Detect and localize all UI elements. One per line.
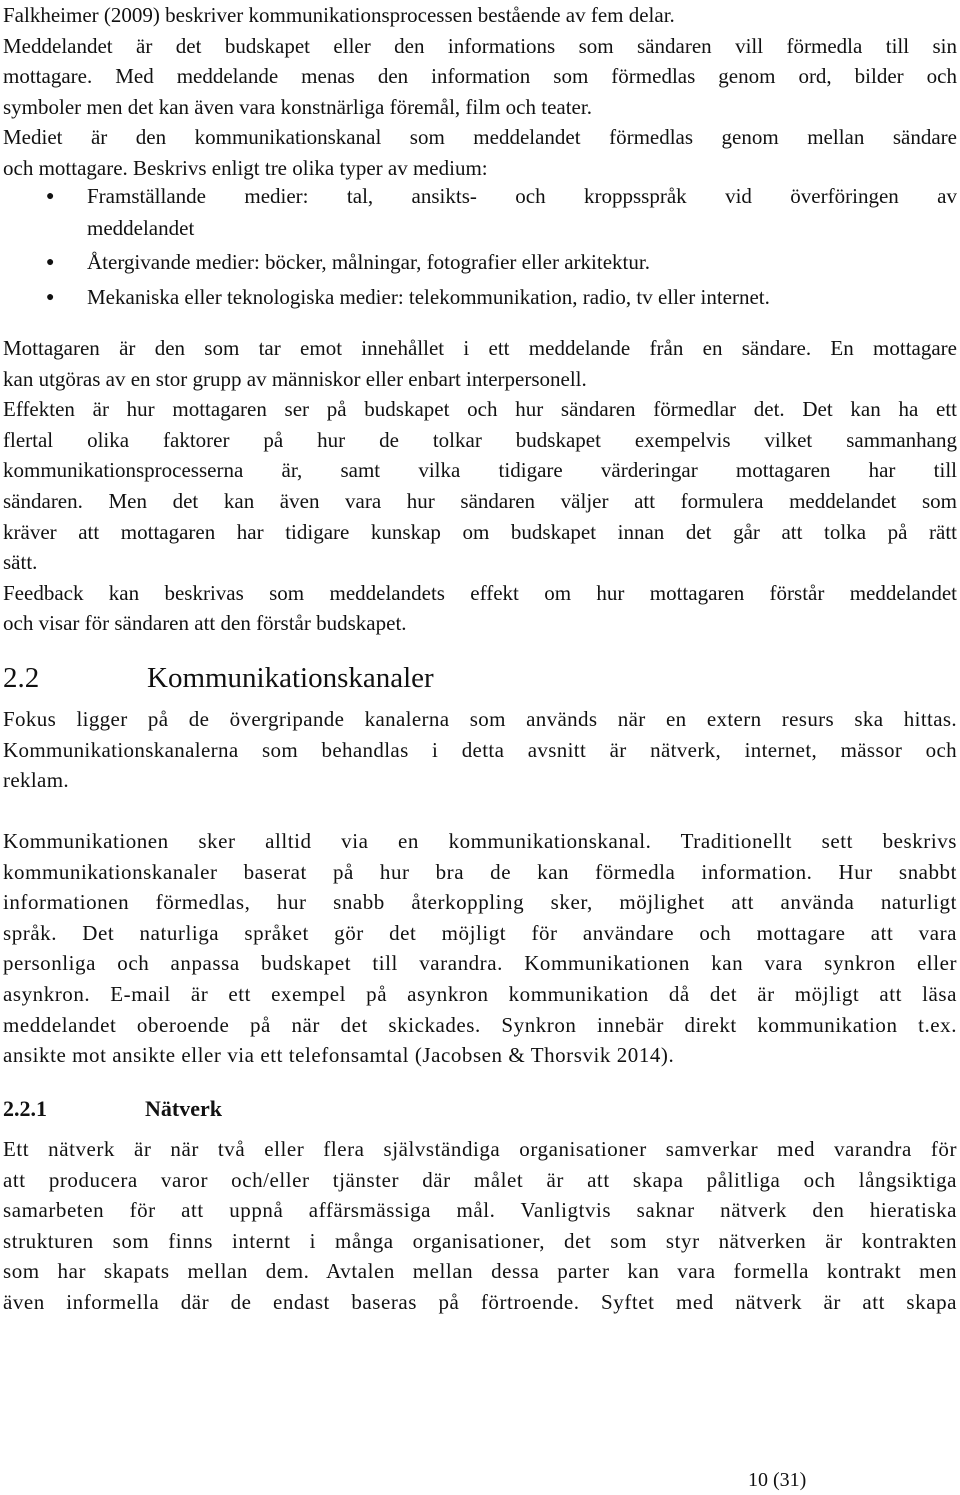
subsection-number: 2.2.1 [3, 1096, 47, 1121]
text-line: Kommunikationskanalerna som behandlas i detta avsnitt är nätverk, internet, mässor och [3, 737, 957, 762]
section-number: 2.2 [3, 662, 40, 694]
text-line: kommunikationsprocesserna är, samt vilka tidigare värderingar mottagaren har till [3, 458, 957, 483]
text-line: samarbeten för att uppnå affärsmässiga mål. Vanligtvis saknar nätverk den hieratiska [3, 1198, 957, 1223]
text-line: meddelandet [87, 215, 195, 240]
text-line: även informella där de endast baseras på förtroende. Syftet med nätverk är att skapa [3, 1289, 957, 1314]
text-line: Mottagaren är den som tar emot innehållet i ett meddelande från en sändare. En mottagare [3, 336, 957, 360]
text-line: symboler men det kan även vara konstnärliga föremål, film och teater. [3, 94, 592, 119]
list-item [0, 282, 957, 314]
text-line: Fokus ligger på de övergripande kanalerna som används när en extern resurs ska hittas. [3, 707, 957, 731]
text-line: sändaren. Men det kan även vara hur sändaren väljer att formulera meddelandet som [3, 488, 957, 513]
text-line: reklam. [3, 768, 70, 793]
subsection-title: Nätverk [145, 1096, 222, 1121]
text-line: Effekten är hur mottagaren ser på budskapet och hur sändaren förmedlar det. Det kan ha ett [3, 397, 957, 422]
section-title: Kommunikationskanaler [147, 662, 434, 694]
text-line: mottagare. Med meddelande menas den information som förmedlas genom ord, bilder och [3, 64, 957, 89]
text-line: och mottagare. Beskrivs enligt tre olika typer av medium: [3, 155, 488, 180]
bullet-icon: ● [46, 289, 55, 305]
bullet-icon: ● [46, 255, 55, 270]
list-item [0, 181, 957, 244]
medium-types-list [0, 181, 957, 316]
text-line: strukturen som finns internt i många organisationer, det som styr nätverken är kontrakten [3, 1228, 957, 1253]
text-line: Mediet är den kommunikationskanal som meddelandet förmedlas genom mellan sändare [3, 125, 957, 150]
paragraph-receiver [3, 333, 957, 639]
text-line: kan utgöras av en stor grupp av människor eller enbart interpersonell. [3, 366, 587, 391]
text-line: Kommunikationen sker alltid via en kommunikationskanal. Traditionellt sett beskrivs [3, 829, 957, 853]
subsection-heading [3, 1094, 222, 1124]
text-line: Återgivande medier: böcker, målningar, fotografier eller arkitektur. [87, 250, 650, 274]
text-line: personliga och anpassa budskapet till varandra. Kommunikationen kan vara synkron eller [3, 951, 957, 976]
text-line: meddelandet oberoende på när det skickades. Synkron innebär direkt kommunikation t.ex. [3, 1012, 957, 1037]
text-line: kräver att mottagaren har tidigare kunskap om budskapet innan det går att tolka på rätt [3, 519, 957, 544]
text-line: Feedback kan beskrivas som meddelandets effekt om hur mottagaren förstår meddelandet [3, 580, 957, 605]
text-line: och visar för sändaren att den förstår budskapet. [3, 611, 407, 636]
paragraph-channels [3, 826, 957, 1071]
bullet-icon: ● [46, 189, 55, 204]
text-line: Framställande medier: tal, ansikts- och kroppsspråk vid överföringen av [87, 184, 957, 208]
section-heading [3, 660, 434, 696]
text-line: språk. Det naturliga språket gör det möjligt för användare och mottagare att vara [3, 920, 957, 945]
paragraph-intro [3, 0, 957, 184]
text-line: Meddelandet är det budskapet eller den informations som sändaren vill förmedla till sin [3, 33, 957, 58]
paragraph-network [3, 1134, 957, 1318]
text-line: ansikte mot ansikte eller via ett telefonsamtal (Jacobsen & Thorsvik 2014). [3, 1043, 675, 1068]
text-line: att producera varor och/eller tjänster där målet är att skapa pålitliga och långsiktiga [3, 1167, 957, 1192]
text-line: asynkron. E-mail är ett exempel på asynkron kommunikation då det är möjligt att läsa [3, 981, 957, 1006]
text-line: sätt. [3, 550, 38, 575]
text-line: informationen förmedlas, hur snabb återkoppling sker, möjlighet att använda naturligt [3, 890, 957, 915]
text-line: Mekaniska eller teknologiska medier: telekommunikation, radio, tv eller internet. [87, 284, 770, 309]
page-number: 10 (31) [748, 1469, 807, 1491]
text-line: som har skapats mellan dem. Avtalen mellan dessa parter kan vara formella kontrakt men [3, 1259, 957, 1284]
list-item [0, 247, 957, 279]
text-line: kommunikationskanaler baserat på hur bra de kan förmedla information. Hur snabbt [3, 859, 957, 884]
text-line: flertal olika faktorer på hur de tolkar budskapet exempelvis vilket sammanhang [3, 427, 957, 452]
text-line: Falkheimer (2009) beskriver kommunikationsprocessen bestående av fem delar. [3, 3, 675, 27]
paragraph-section-intro [3, 704, 957, 796]
text-line: Ett nätverk är när två eller flera självständiga organisationer samverkar med varandra för [3, 1137, 957, 1161]
